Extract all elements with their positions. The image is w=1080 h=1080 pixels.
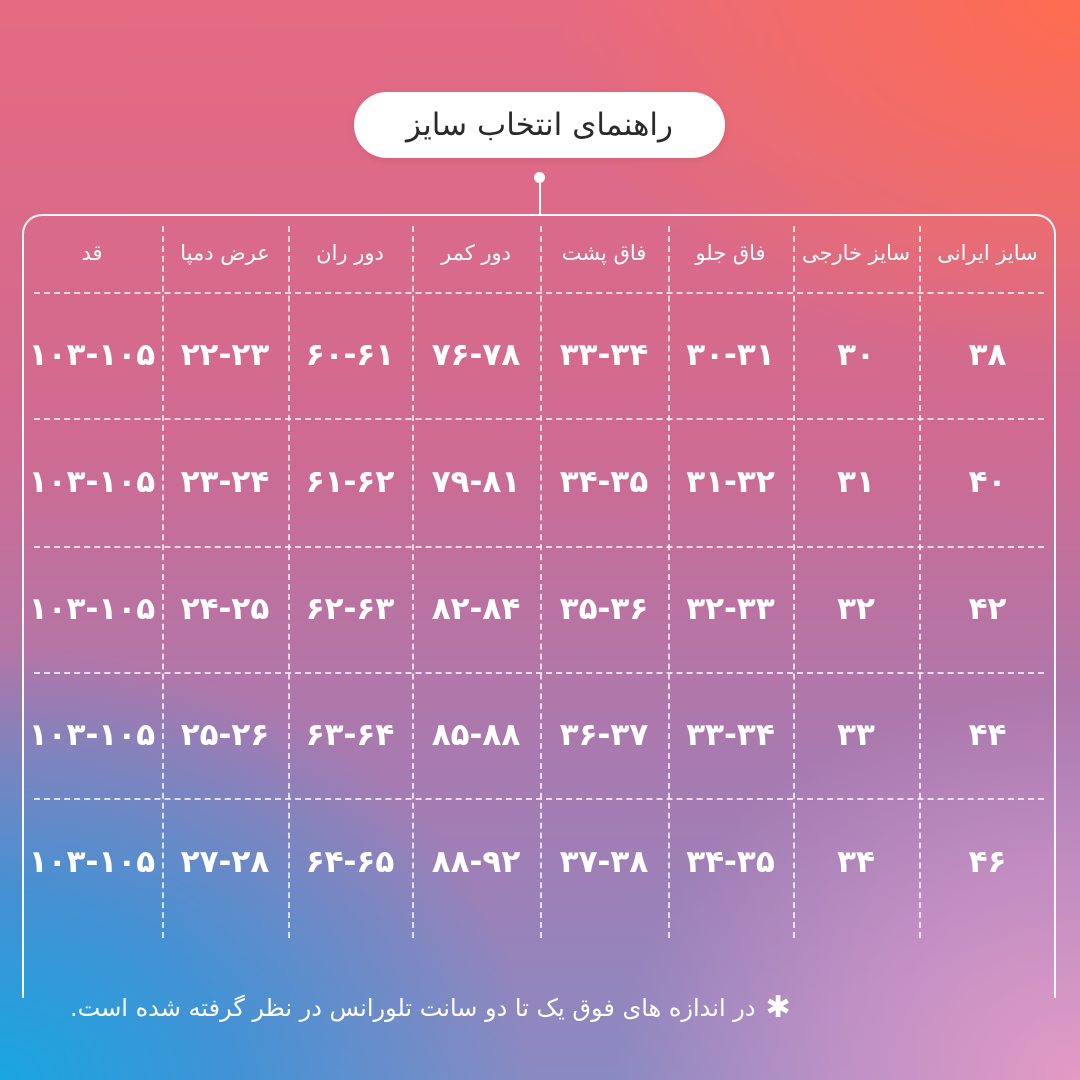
header-length: قد (81, 241, 103, 265)
connector-line (539, 182, 541, 216)
table-cell-back-rise: ۳۷-۳۸ (559, 844, 649, 880)
table-cell-foreign-size: ۳۴ (837, 844, 875, 880)
table-cell-front-rise: ۳۴-۳۵ (686, 844, 775, 880)
table-cell-back-rise: ۳۵-۳۶ (559, 591, 649, 627)
asterisk-icon: ✱ (765, 990, 791, 1025)
table-cell-leg-opening: ۲۲-۲۳ (180, 337, 270, 373)
table-cell-waist: ۸۸-۹۲ (431, 844, 521, 880)
table-cell-front-rise: ۳۲-۳۳ (686, 591, 775, 627)
header-back-rise: فاق پشت (561, 241, 647, 265)
footnote-text: در اندازه های فوق یک تا دو سانت تلورانس در نظر گرفته شده است. (70, 994, 756, 1022)
table-cell-foreign-size: ۳۲ (837, 591, 875, 627)
table-cell-leg-opening: ۲۴-۲۵ (180, 591, 270, 627)
table-cell-thigh: ۶۲-۶۳ (305, 591, 395, 627)
table-cell-waist: ۷۶-۷۸ (431, 337, 521, 373)
table-cell-iranian-size: ۴۶ (968, 844, 1007, 880)
table-cell-back-rise: ۳۳-۳۴ (559, 337, 649, 373)
table-cell-length: ۱۰۳-۱۰۵ (28, 717, 156, 753)
table-cell-thigh: ۶۳-۶۴ (305, 717, 395, 753)
table-cell-front-rise: ۳۱-۳۲ (686, 464, 775, 500)
table-cell-waist: ۷۹-۸۱ (431, 464, 521, 500)
table-cell-iranian-size: ۴۰ (968, 464, 1007, 500)
table-cell-length: ۱۰۳-۱۰۵ (28, 591, 156, 627)
table-cell-thigh: ۶۴-۶۵ (305, 844, 395, 880)
table-cell-length: ۱۰۳-۱۰۵ (28, 844, 156, 880)
header-iranian-size: سایز ایرانی (937, 241, 1038, 265)
footnote (70, 986, 1010, 1030)
header-thigh: دور ران (316, 241, 384, 265)
table-cell-back-rise: ۳۴-۳۵ (559, 464, 649, 500)
size-table (22, 214, 1056, 934)
table-cell-thigh: ۶۱-۶۲ (305, 464, 395, 500)
header-foreign-size: سایز خارجی (801, 241, 911, 265)
table-cell-length: ۱۰۳-۱۰۵ (28, 337, 156, 373)
header-leg-opening: عرض دمپا (180, 241, 270, 265)
table-cell-back-rise: ۳۶-۳۷ (559, 717, 649, 753)
table-cell-iranian-size: ۴۴ (968, 717, 1007, 753)
table-cell-front-rise: ۳۳-۳۴ (686, 717, 775, 753)
table-cell-foreign-size: ۳۳ (837, 717, 875, 753)
table-cell-thigh: ۶۰-۶۱ (305, 337, 395, 373)
table-cell-foreign-size: ۳۰ (837, 337, 875, 373)
page-title-text: راهنمای انتخاب سایز (406, 107, 674, 143)
table-cell-front-rise: ۳۰-۳۱ (686, 337, 775, 373)
table-cell-waist: ۸۵-۸۸ (431, 717, 521, 753)
table-cell-length: ۱۰۳-۱۰۵ (28, 464, 156, 500)
table-cell-waist: ۸۲-۸۴ (431, 591, 521, 627)
table-cell-leg-opening: ۲۵-۲۶ (180, 717, 270, 753)
table-cell-iranian-size: ۳۸ (968, 337, 1007, 373)
table-cell-leg-opening: ۲۷-۲۸ (180, 844, 270, 880)
table-cell-iranian-size: ۴۲ (968, 591, 1007, 627)
table-cell-foreign-size: ۳۱ (837, 464, 875, 500)
page-title (354, 92, 725, 158)
table-cell-leg-opening: ۲۳-۲۴ (180, 464, 270, 500)
header-waist: دور کمر (440, 241, 512, 265)
header-front-rise: فاق جلو (695, 241, 766, 265)
